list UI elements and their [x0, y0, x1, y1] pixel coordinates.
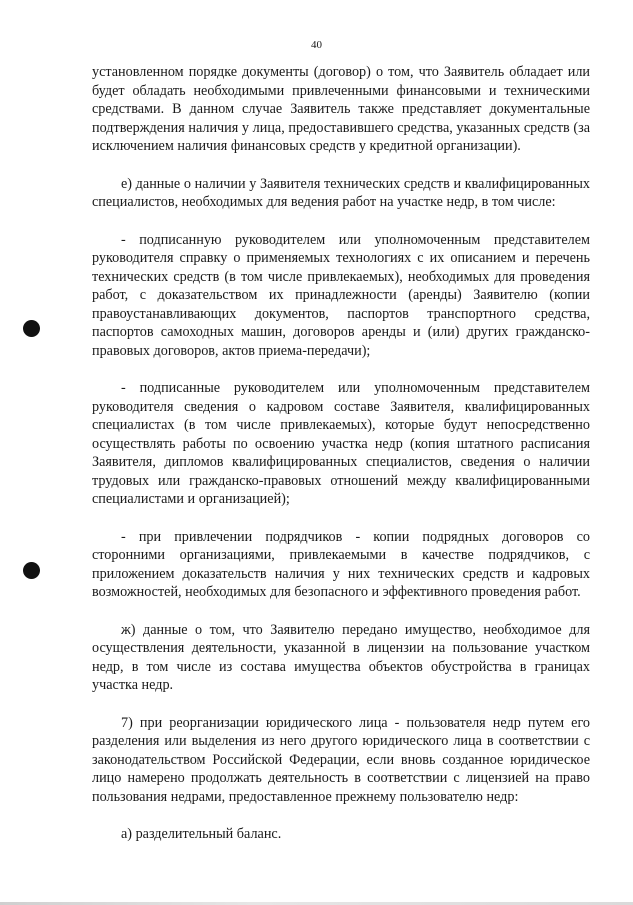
binder-hole [23, 320, 40, 337]
paragraph: 7) при реорганизации юридического лица - пользователя недр путем его разделения или выделения из него другого юридического лица в соответствии с законодательством Российской Федерации, если вновь созданное юридическое лицо намерено продолжать деятельность в соответствии с лицензией на право пользования недрами, предоставленное прежнему пользователю недр: [92, 714, 590, 805]
document-body [92, 63, 590, 844]
binder-hole [23, 562, 40, 579]
paragraph: - подписанную руководителем или уполномоченным представителем руководителя справку о применяемых технологиях с их описанием и перечень технических средств (в том числе привлекаемых), необходимых для проведения работ, с доказательством их принадлежности (аренды) Заявителю (копии правоустанавливающих документов, паспортов транспортного средства, паспортов самоходных машин, договоров аренды и (или) других гражданско-правовых договоров, актов приема-передачи); [92, 231, 590, 359]
paragraph: е) данные о наличии у Заявителя технических средств и квалифицированных специалистов, необходимых для ведения работ на участке недр, в том числе: [92, 175, 590, 210]
paragraph: - подписанные руководителем или уполномоченным представителем руководителя сведения о кадровом составе Заявителя, квалифицированных специалистах (в том числе привлекаемых), которые будут непосредственно осуществлять работы по освоению участка недр (копия штатного расписания Заявителя, дипломов квалифицированных специалистов, сведения о наличии трудовых или гражданско-правовых отношений между квалифицированными специалистами и организацией); [92, 380, 590, 507]
paragraph: - при привлечении подрядчиков - копии подрядных договоров со сторонними организациями, привлекаемыми в качестве подрядчиков, с приложением доказательств наличия у них технических средств и кадровых возможностей, необходимых для безопасного и эффективного проведения работ. [92, 528, 590, 600]
paragraph: а) разделительный баланс. [121, 826, 282, 842]
paragraph: установленном порядке документы (договор) о том, что Заявитель обладает или будет обладать необходимыми привлеченными финансовыми и техническими средствами. В данном случае Заявитель также представляет документальные подтверждения наличия у лица, предоставившего средства, указанных средств (за исключением наличия финансовых средств у кредитной организации). [92, 64, 590, 154]
page-number: 40 [311, 39, 322, 51]
paragraph: ж) данные о том, что Заявителю передано имущество, необходимое для осуществления деятельности, указанной в лицензии на пользование участком недр, в том числе из состава имущества объектов обустройства в границах участка недр. [92, 621, 590, 693]
